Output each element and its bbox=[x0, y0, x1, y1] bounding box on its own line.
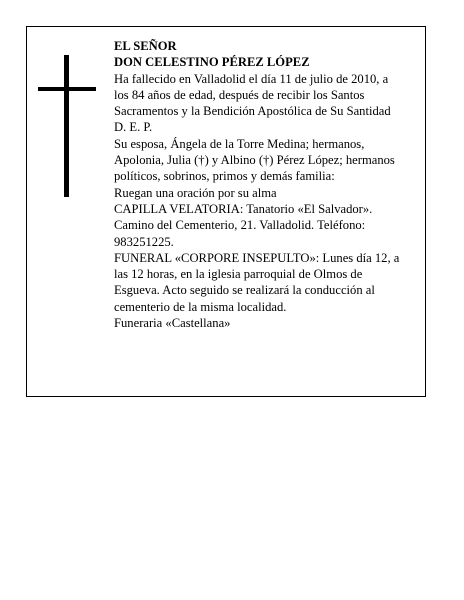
body-line: Su esposa, Ángela de la Torre Medina; hermanos, bbox=[114, 136, 365, 151]
body-line: Camino del Cementerio, 21. Valladolid. Teléfono: bbox=[114, 218, 366, 233]
obituary-text bbox=[114, 38, 430, 331]
body-line: Funeraria «Castellana» bbox=[114, 316, 231, 331]
cross-horizontal-bar bbox=[38, 87, 96, 91]
body-line: FUNERAL «CORPORE INSEPULTO»: Lunes día 12, a bbox=[114, 250, 400, 265]
body-line: los 84 años de edad, después de recibir los Santos bbox=[114, 87, 365, 102]
heading-title: EL SEÑOR bbox=[114, 39, 177, 53]
body-line: 983251225. bbox=[114, 234, 174, 249]
body-line: Ruegan una oración por su alma bbox=[114, 185, 277, 200]
body-line: Apolonia, Julia (†) y Albino (†) Pérez López; hermanos bbox=[114, 153, 395, 168]
latin-cross-icon bbox=[38, 55, 96, 197]
body-line: CAPILLA VELATORIA: Tanatorio «El Salvador». bbox=[114, 201, 373, 216]
cross-vertical-bar bbox=[64, 55, 69, 197]
body-line: Sacramentos y la Bendición Apostólica de Su Santidad bbox=[114, 104, 391, 119]
body-line: Ha fallecido en Valladolid el día 11 de julio de 2010, a bbox=[114, 71, 389, 86]
body-line: Esgueva. Acto seguido se realizará la conducción al bbox=[114, 283, 375, 298]
body-line: políticos, sobrinos, primos y demás familia: bbox=[114, 169, 335, 184]
body-line: cementerio de la misma localidad. bbox=[114, 299, 287, 314]
body-line: D. E. P. bbox=[114, 120, 153, 135]
heading-deceased-name: DON CELESTINO PÉREZ LÓPEZ bbox=[114, 55, 310, 70]
body-line: las 12 horas, en la iglesia parroquial de Olmos de bbox=[114, 267, 363, 282]
